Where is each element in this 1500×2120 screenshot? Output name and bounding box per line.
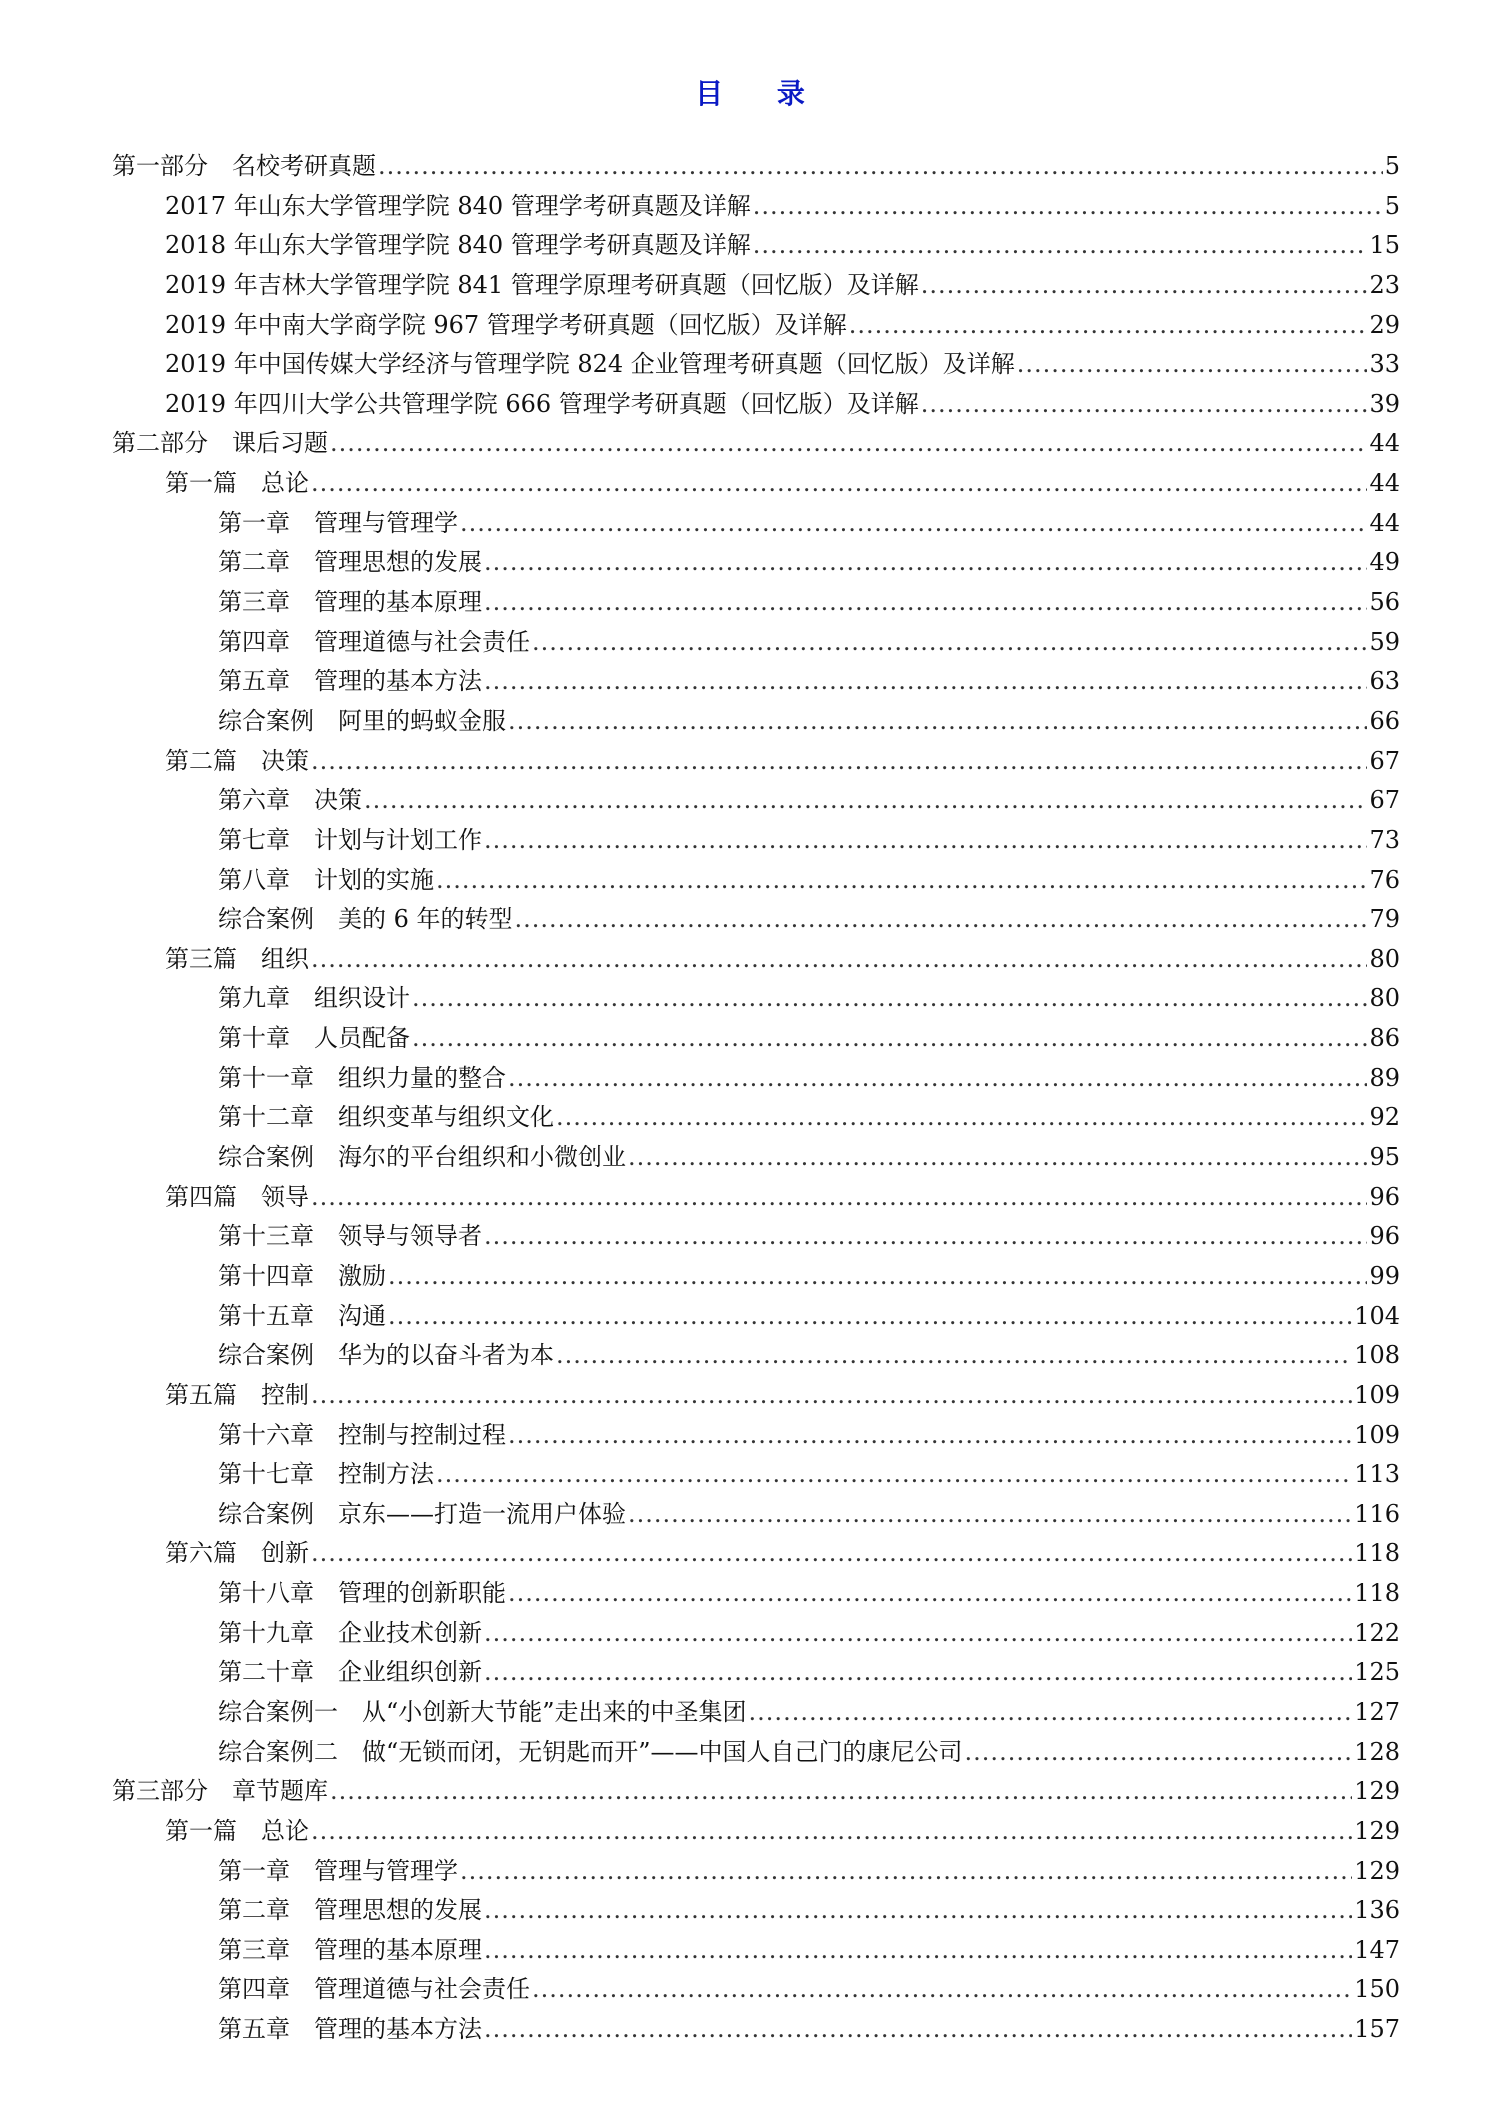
toc-entry-title: 2018 年山东大学管理学院 840 管理学考研真题及详解 [165,231,751,260]
toc-dot-leader [460,1852,1352,1892]
toc-dot-leader [965,1733,1353,1773]
toc-entry-page-number: 89 [1369,1063,1400,1092]
toc-dot-leader [484,1217,1367,1257]
toc-entry[interactable] [112,226,1400,266]
toc-entry[interactable] [112,266,1400,306]
toc-entry-title: 综合案例 阿里的蚂蚁金服 [218,706,506,735]
toc-entry-title: 第九章 组织设计 [218,984,410,1013]
toc-dot-leader [556,1098,1367,1138]
toc-entry[interactable] [112,1495,1400,1535]
toc-entry-page-number: 157 [1354,2015,1400,2044]
toc-dot-leader [484,662,1367,702]
toc-dot-leader [311,1178,1367,1218]
toc-entry[interactable] [112,821,1400,861]
toc-entry[interactable] [112,1376,1400,1416]
toc-entry-title: 第五章 管理的基本方法 [218,2015,482,2044]
toc-entry[interactable] [112,385,1400,425]
toc-dot-leader [412,1019,1367,1059]
toc-entry-title: 综合案例 京东——打造一流用户体验 [218,1499,626,1528]
toc-entry-page-number: 80 [1369,984,1400,1013]
toc-entry-title: 2019 年四川大学公共管理学院 666 管理学考研真题（回忆版）及详解 [165,389,919,418]
toc-entry-page-number: 76 [1369,865,1400,894]
toc-dot-leader [532,623,1367,663]
toc-entry-title: 2019 年中南大学商学院 967 管理学考研真题（回忆版）及详解 [165,310,847,339]
toc-dot-leader [412,979,1367,1019]
toc-entry-title: 第八章 计划的实施 [218,865,434,894]
toc-dot-leader [436,861,1367,901]
toc-entry-page-number: 44 [1369,469,1400,498]
toc-entry[interactable] [112,2010,1400,2050]
toc-entry[interactable] [112,424,1400,464]
toc-entry-title: 第十章 人员配备 [218,1024,410,1053]
toc-entry-page-number: 92 [1369,1103,1400,1132]
toc-dot-leader [311,1812,1352,1852]
toc-entry-title: 第六篇 创新 [165,1539,309,1568]
toc-entry-page-number: 33 [1369,350,1400,379]
toc-entry-page-number: 73 [1369,825,1400,854]
toc-dot-leader [556,1336,1352,1376]
table-of-contents [112,147,1400,2050]
toc-entry[interactable] [112,1534,1400,1574]
toc-entry-page-number: 128 [1354,1737,1400,1766]
toc-entry[interactable] [112,623,1400,663]
toc-entry-title: 第五篇 控制 [165,1380,309,1409]
toc-entry[interactable] [112,861,1400,901]
toc-entry-title: 2019 年吉林大学管理学院 841 管理学原理考研真题（回忆版）及详解 [165,270,919,299]
toc-entry-title: 第十八章 管理的创新职能 [218,1579,506,1608]
toc-entry-title: 第二部分 课后习题 [112,429,328,458]
toc-entry-page-number: 5 [1384,191,1400,220]
toc-entry-title: 第四章 管理道德与社会责任 [218,1975,530,2004]
toc-entry-title: 第二篇 决策 [165,746,309,775]
toc-entry-title: 2019 年中国传媒大学经济与管理学院 824 企业管理考研真题（回忆版）及详解 [165,350,1015,379]
toc-entry-title: 第十九章 企业技术创新 [218,1618,482,1647]
toc-dot-leader [628,1138,1367,1178]
toc-entry-page-number: 67 [1369,746,1400,775]
toc-entry[interactable] [112,464,1400,504]
toc-entry-page-number: 104 [1354,1301,1400,1330]
toc-entry[interactable] [112,1019,1400,1059]
toc-dot-leader [532,1970,1352,2010]
toc-entry-title: 综合案例一 从“小创新大节能”走出来的中圣集团 [218,1697,747,1726]
toc-dot-leader [921,266,1368,306]
toc-entry-title: 第七章 计划与计划工作 [218,825,482,854]
toc-entry-page-number: 113 [1354,1460,1400,1489]
toc-entry-page-number: 67 [1369,786,1400,815]
toc-entry-page-number: 23 [1369,270,1400,299]
toc-dot-leader [753,187,1383,227]
toc-entry[interactable] [112,1812,1400,1852]
toc-entry[interactable] [112,1614,1400,1654]
toc-dot-leader [508,1416,1352,1456]
toc-dot-leader [1017,345,1368,385]
toc-entry[interactable] [112,147,1400,187]
toc-entry[interactable] [112,306,1400,346]
toc-entry-page-number: 44 [1369,508,1400,537]
toc-entry[interactable] [112,662,1400,702]
toc-dot-leader [484,1614,1352,1654]
toc-dot-leader [436,1455,1352,1495]
toc-entry-title: 第一章 管理与管理学 [218,1856,458,1885]
toc-dot-leader [364,781,1367,821]
toc-entry-title: 第四篇 领导 [165,1182,309,1211]
toc-dot-leader [330,1772,1352,1812]
toc-entry[interactable] [112,1178,1400,1218]
toc-dot-leader [484,583,1367,623]
toc-dot-leader [628,1495,1352,1535]
toc-entry-title: 第十四章 激励 [218,1261,386,1290]
toc-entry[interactable] [112,1772,1400,1812]
toc-entry[interactable] [112,504,1400,544]
toc-entry-title: 第十三章 领导与领导者 [218,1222,482,1251]
toc-dot-leader [378,147,1383,187]
toc-entry[interactable] [112,1257,1400,1297]
toc-entry-page-number: 56 [1369,588,1400,617]
toc-dot-leader [330,424,1367,464]
toc-entry-title: 第三章 管理的基本原理 [218,1935,482,1964]
toc-entry[interactable] [112,1416,1400,1456]
toc-entry-title: 第十二章 组织变革与组织文化 [218,1103,554,1132]
toc-entry[interactable] [112,1217,1400,1257]
toc-entry-page-number: 122 [1354,1618,1400,1647]
toc-entry[interactable] [112,900,1400,940]
toc-entry-page-number: 96 [1369,1222,1400,1251]
toc-entry-title: 第一部分 名校考研真题 [112,152,376,180]
toc-entry[interactable] [112,781,1400,821]
toc-entry-title: 第四章 管理道德与社会责任 [218,627,530,656]
toc-entry-page-number: 80 [1369,944,1400,973]
toc-entry-title: 第二章 管理思想的发展 [218,1896,482,1925]
toc-entry[interactable] [112,1891,1400,1931]
toc-entry[interactable] [112,1931,1400,1971]
toc-entry[interactable] [112,1138,1400,1178]
toc-entry[interactable] [112,742,1400,782]
toc-entry-title: 2017 年山东大学管理学院 840 管理学考研真题及详解 [165,191,751,220]
toc-entry-page-number: 136 [1354,1896,1400,1925]
toc-dot-leader [311,1376,1352,1416]
toc-entry[interactable] [112,1455,1400,1495]
toc-entry[interactable] [112,1336,1400,1376]
toc-entry-title: 第五章 管理的基本方法 [218,667,482,696]
toc-dot-leader [311,1534,1352,1574]
toc-entry[interactable] [112,1059,1400,1099]
toc-dot-leader [311,940,1367,980]
toc-dot-leader [311,742,1367,782]
toc-entry-page-number: 95 [1369,1143,1400,1172]
toc-entry[interactable] [112,1733,1400,1773]
toc-entry-page-number: 59 [1369,627,1400,656]
toc-entry-title: 第三篇 组织 [165,944,309,973]
toc-entry[interactable] [112,1574,1400,1614]
toc-entry-title: 第六章 决策 [218,786,362,815]
toc-dot-leader [508,702,1367,742]
toc-entry-page-number: 129 [1354,1816,1400,1845]
toc-entry-page-number: 15 [1369,231,1400,260]
toc-entry-page-number: 109 [1354,1380,1400,1409]
toc-entry-title: 第三章 管理的基本原理 [218,588,482,617]
toc-entry-title: 第十六章 控制与控制过程 [218,1420,506,1449]
toc-dot-leader [508,1059,1367,1099]
toc-entry-page-number: 129 [1354,1777,1400,1806]
toc-entry-page-number: 118 [1354,1579,1400,1608]
toc-entry-page-number: 118 [1354,1539,1400,1568]
toc-entry[interactable] [112,940,1400,980]
toc-entry[interactable] [112,1970,1400,2010]
toc-entry-page-number: 39 [1369,389,1400,418]
toc-dot-leader [388,1257,1367,1297]
toc-dot-leader [849,306,1368,346]
toc-entry-page-number: 129 [1354,1856,1400,1885]
toc-entry-title: 第一章 管理与管理学 [218,508,458,537]
toc-dot-leader [749,1693,1353,1733]
toc-entry-title: 综合案例 华为的以奋斗者为本 [218,1341,554,1370]
toc-dot-leader [484,821,1367,861]
toc-entry-page-number: 125 [1354,1658,1400,1687]
toc-entry-page-number: 127 [1354,1697,1400,1726]
toc-entry-page-number: 108 [1354,1341,1400,1370]
toc-entry-title: 综合案例 海尔的平台组织和小微创业 [218,1143,626,1172]
toc-entry-title: 第三部分 章节题库 [112,1777,328,1806]
toc-entry[interactable] [112,543,1400,583]
toc-entry-title: 综合案例 美的 6 年的转型 [218,905,513,934]
toc-entry[interactable] [112,1693,1400,1733]
toc-entry-page-number: 66 [1369,706,1400,735]
toc-dot-leader [484,1891,1352,1931]
toc-entry[interactable] [112,1852,1400,1892]
toc-entry-page-number: 147 [1354,1935,1400,1964]
toc-dot-leader [484,1653,1352,1693]
toc-dot-leader [484,2010,1352,2050]
toc-entry-title: 第二十章 企业组织创新 [218,1658,482,1687]
toc-entry[interactable] [112,1653,1400,1693]
toc-entry-page-number: 150 [1354,1975,1400,2004]
toc-entry-title: 第一篇 总论 [165,469,309,498]
toc-entry-page-number: 44 [1369,429,1400,458]
toc-entry[interactable] [112,583,1400,623]
toc-dot-leader [484,1931,1352,1971]
toc-dot-leader [484,543,1367,583]
toc-entry-page-number: 109 [1354,1420,1400,1449]
toc-dot-leader [508,1574,1352,1614]
toc-entry-page-number: 116 [1354,1499,1400,1528]
toc-entry-title: 第一篇 总论 [165,1816,309,1845]
toc-entry-page-number: 63 [1369,667,1400,696]
toc-entry-title: 第十一章 组织力量的整合 [218,1063,506,1092]
toc-entry-title: 综合案例二 做“无锁而闭，无钥匙而开”——中国人自己门的康尼公司 [218,1737,963,1766]
toc-entry[interactable] [112,979,1400,1019]
toc-entry-page-number: 29 [1369,310,1400,339]
toc-entry-page-number: 49 [1369,548,1400,577]
toc-entry[interactable] [112,345,1400,385]
toc-entry-page-number: 79 [1369,905,1400,934]
toc-entry[interactable] [112,1098,1400,1138]
toc-dot-leader [515,900,1368,940]
toc-dot-leader [311,464,1367,504]
toc-title: 目 录 [695,77,827,110]
toc-dot-leader [388,1297,1352,1337]
toc-entry-page-number: 99 [1369,1261,1400,1290]
toc-entry-page-number: 5 [1384,152,1400,180]
toc-dot-leader [460,504,1367,544]
toc-entry[interactable] [112,187,1400,227]
toc-dot-leader [753,226,1368,266]
toc-entry[interactable] [112,1297,1400,1337]
toc-dot-leader [921,385,1368,425]
toc-entry-title: 第二章 管理思想的发展 [218,548,482,577]
toc-entry-page-number: 96 [1369,1182,1400,1211]
toc-entry-title: 第十五章 沟通 [218,1301,386,1330]
toc-entry-title: 第十七章 控制方法 [218,1460,434,1489]
toc-entry-page-number: 86 [1369,1024,1400,1053]
toc-entry[interactable] [112,702,1400,742]
